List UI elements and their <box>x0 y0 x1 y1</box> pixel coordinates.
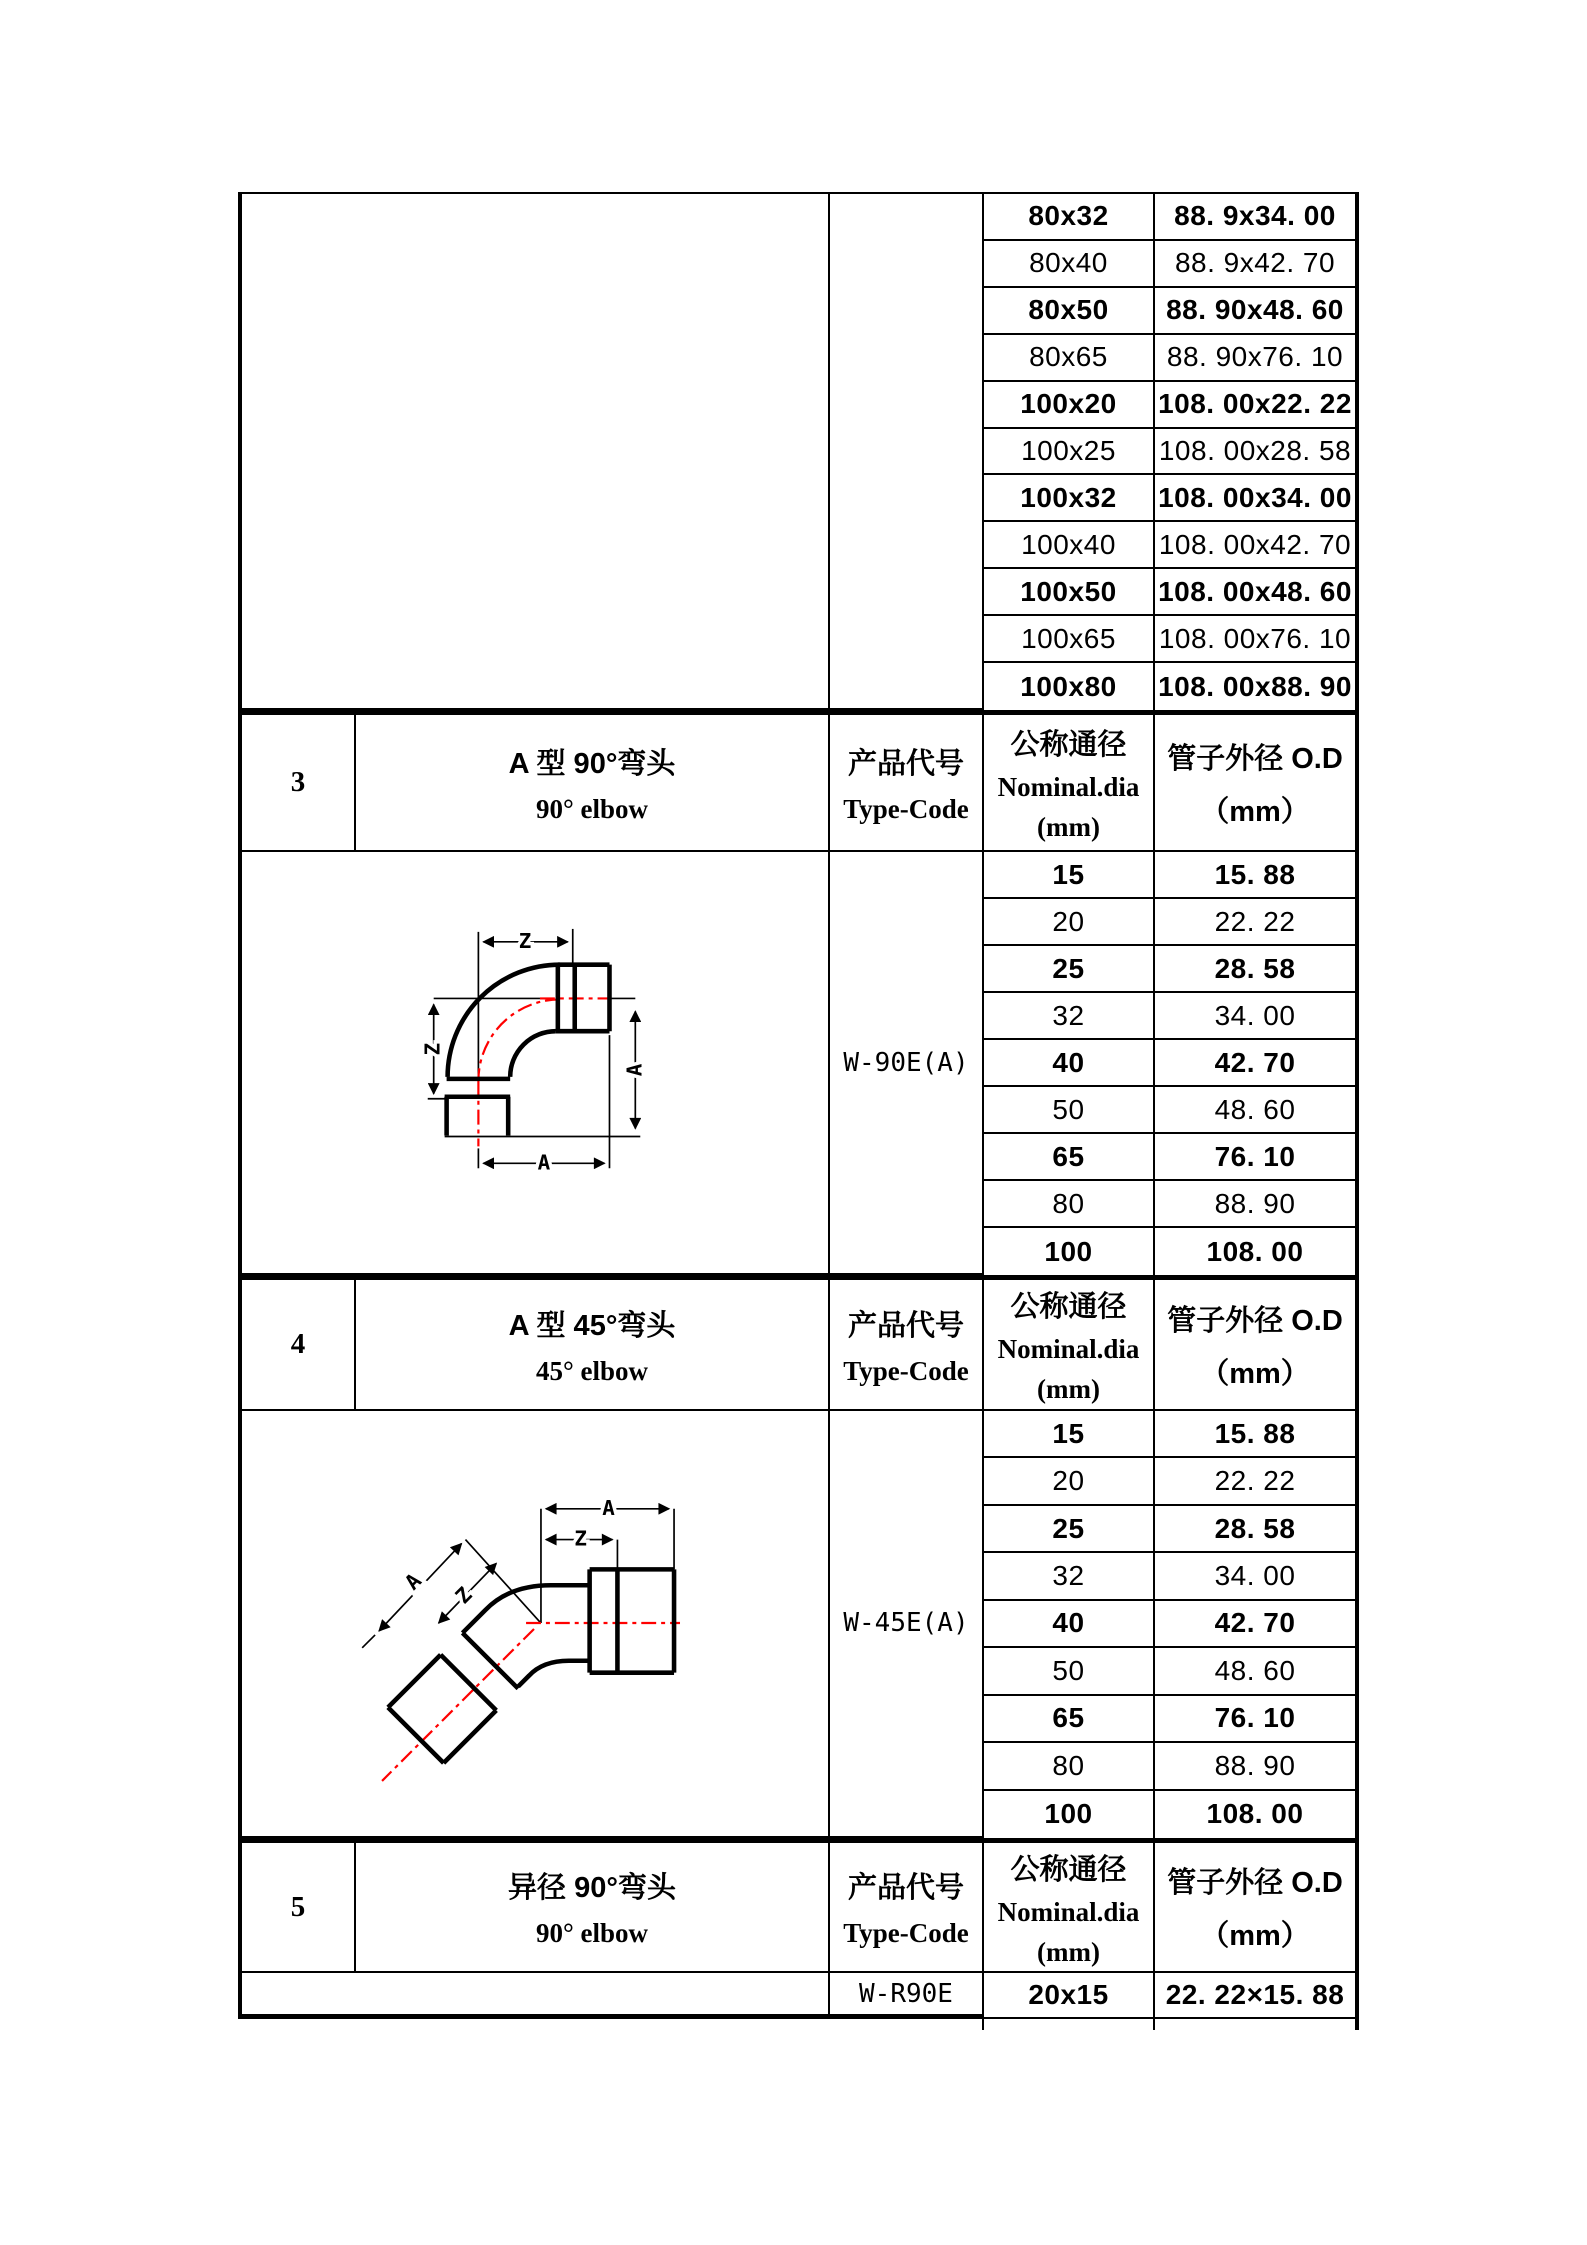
nominal-cell: 40 <box>984 1601 1155 1648</box>
od-cell: 88. 9x42. 70 <box>1155 241 1355 288</box>
nominal-cell: 100x20 <box>984 382 1155 429</box>
od-cell: 48. 60 <box>1155 1087 1355 1134</box>
section-title-cell <box>356 1843 830 1971</box>
od-cell: 15. 88 <box>1155 852 1355 899</box>
od-cell: 48. 60 <box>1155 1648 1355 1695</box>
elbow-45-drawing <box>243 1410 827 1837</box>
nominal-cell: 65 <box>984 1696 1155 1743</box>
od-cell: 108. 00x28. 58 <box>1155 429 1355 476</box>
section4-header <box>242 1280 1355 1411</box>
nominal-cell: 100x25 <box>984 429 1155 476</box>
type-code-header <box>830 1843 984 1971</box>
type-code-header <box>830 715 984 850</box>
type-code-header <box>830 1280 984 1409</box>
outer-dia-header <box>1155 1280 1355 1409</box>
section-title-cell <box>356 715 830 850</box>
od-cell: 28. 58 <box>1155 1506 1355 1553</box>
od-cell: 42. 70 <box>1155 1040 1355 1087</box>
type-code-value: W-45E(A) <box>830 1411 984 1838</box>
nominal-dia-header <box>984 1280 1155 1409</box>
empty-drawing-cell <box>242 194 830 710</box>
nominal-header-unit: (mm) <box>1037 1936 1100 1967</box>
red-centerline <box>382 1623 680 1781</box>
section-number: 4 <box>242 1280 356 1409</box>
section-title-zh: A 型 45°弯头 <box>508 1309 676 1342</box>
nominal-cell: 32 <box>984 1553 1155 1600</box>
outer-dia-header <box>1155 715 1355 850</box>
section-title-zh: A 型 90°弯头 <box>508 747 676 780</box>
nominal-header-zh: 公称通径 <box>1010 729 1127 761</box>
type-code-value: W-90E(A) <box>830 852 984 1275</box>
nominal-header-en: Nominal.dia <box>997 1334 1140 1364</box>
elbow-45-drawing-cell <box>242 1411 830 1838</box>
od-cell: 88. 90 <box>1155 1743 1355 1790</box>
nominal-dia-header <box>984 715 1155 850</box>
nominal-cell: 100x32 <box>984 475 1155 522</box>
empty-code-cell <box>830 194 984 710</box>
dim-label-a-bottom: A <box>537 1150 551 1175</box>
type-code-header-zh: 产品代号 <box>847 1309 964 1342</box>
nominal-cell: 50 <box>984 1087 1155 1134</box>
fittings-table <box>238 192 1359 2019</box>
elbow-90-drawing-cell <box>242 852 830 1275</box>
od-cell: 28. 58 <box>1155 946 1355 993</box>
type-code-header-en: Type-Code <box>843 1918 969 1948</box>
section-number: 5 <box>242 1843 356 1971</box>
od-cell: 22. 22 <box>1155 1458 1355 1505</box>
section-title-en: 45° elbow <box>535 1355 649 1386</box>
section-title-zh: 异径 90°弯头 <box>508 1872 676 1904</box>
nominal-cell: 100 <box>984 1791 1155 1838</box>
nominal-cell: 40 <box>984 1040 1155 1087</box>
od-cell: 76. 10 <box>1155 1134 1355 1181</box>
nominal-cell: 80x65 <box>984 335 1155 382</box>
od-cell: 88. 90x48. 60 <box>1155 288 1355 335</box>
od-cell: 88. 9x34. 00 <box>1155 194 1355 241</box>
type-code-header-en: Type-Code <box>843 1355 969 1386</box>
od-cell: 76. 10 <box>1155 1696 1355 1743</box>
od-cell: 108. 00x48. 60 <box>1155 569 1355 616</box>
od-header-zh: 管子外径 O.D <box>1167 1867 1343 1899</box>
section-title-cell <box>356 1280 830 1409</box>
section5-data-block <box>242 1973 1355 2019</box>
nominal-cell: 20 <box>984 1458 1155 1505</box>
od-header-zh: 管子外径 O.D <box>1167 1304 1343 1337</box>
nominal-cell: 65 <box>984 1134 1155 1181</box>
nominal-cell: 80 <box>984 1743 1155 1790</box>
od-header-unit: （mm） <box>1200 1357 1310 1390</box>
dim-label-z-diagonal: Z <box>450 1582 477 1609</box>
od-cell: 22. 22 <box>1155 899 1355 946</box>
od-cell: 108. 00x88. 90 <box>1158 670 1352 702</box>
type-code-value: W-R90E <box>830 1973 984 2019</box>
empty-drawing-cell <box>242 1973 830 2019</box>
dim-label-z-left: Z <box>420 1042 445 1056</box>
section3-header <box>242 715 1355 852</box>
od-cell: 108. 00x76. 10 <box>1155 616 1355 663</box>
od-cell: 34. 00 <box>1155 993 1355 1040</box>
dim-label-a-right: A <box>622 1063 647 1077</box>
od-cell: 108. 00x34. 00 <box>1155 475 1355 522</box>
dim-label-a-top: A <box>602 1495 615 1520</box>
od-cell: 88. 90x76. 10 <box>1155 335 1355 382</box>
red-centerline <box>478 998 611 1146</box>
type-code-header-en: Type-Code <box>843 793 969 824</box>
nominal-header-unit: (mm) <box>1037 1374 1100 1404</box>
dim-label-z-top: Z <box>518 928 532 953</box>
section-title-en: 90° elbow <box>535 1918 649 1948</box>
section-number: 3 <box>242 715 356 850</box>
nominal-header-unit: (mm) <box>1037 812 1100 842</box>
pipe-outline <box>388 1569 674 1763</box>
od-cell: 34. 00 <box>1155 1553 1355 1600</box>
od-cell: 22. 22×15. 88 <box>1155 1973 1355 2019</box>
od-cell: 108. 00x22. 22 <box>1155 382 1355 429</box>
nominal-cell: 80x50 <box>984 288 1155 335</box>
od-cell: 108. 00 <box>1206 1235 1304 1267</box>
column-line-stub <box>1355 2017 1359 2030</box>
nominal-cell: 80x40 <box>984 241 1155 288</box>
section3-data-block <box>242 852 1355 1280</box>
type-code-header-zh: 产品代号 <box>847 747 964 780</box>
nominal-header-en: Nominal.dia <box>997 1896 1140 1927</box>
nominal-cell: 100x50 <box>984 569 1155 616</box>
column-line-stub <box>982 2017 984 2030</box>
od-cell: 42. 70 <box>1155 1601 1355 1648</box>
outer-dia-header <box>1155 1843 1355 1971</box>
nominal-cell: 100x40 <box>984 522 1155 569</box>
nominal-cell: 100x65 <box>984 616 1155 663</box>
od-cell: 88. 90 <box>1155 1181 1355 1228</box>
od-cell: 108. 00 <box>1206 1798 1304 1830</box>
nominal-header-zh: 公称通径 <box>1010 1291 1127 1323</box>
nominal-cell: 25 <box>984 946 1155 993</box>
nominal-cell: 15 <box>984 852 1155 899</box>
od-cell: 15. 88 <box>1155 1411 1355 1458</box>
nominal-cell: 100x80 <box>984 663 1155 710</box>
continuation-rows-block <box>242 194 1355 715</box>
nominal-cell: 25 <box>984 1506 1155 1553</box>
nominal-cell: 20 <box>984 899 1155 946</box>
column-line-stub <box>1153 2017 1155 2030</box>
dim-label-z-top: Z <box>574 1526 587 1551</box>
elbow-90-drawing <box>243 851 827 1274</box>
pipe-outline <box>445 965 610 1136</box>
nominal-cell: 15 <box>984 1411 1155 1458</box>
type-code-header-zh: 产品代号 <box>847 1872 964 1904</box>
nominal-cell: 80x32 <box>984 194 1155 241</box>
od-header-unit: （mm） <box>1200 795 1310 828</box>
section4-data-block <box>242 1411 1355 1843</box>
nominal-cell: 50 <box>984 1648 1155 1695</box>
nominal-cell: 32 <box>984 993 1155 1040</box>
nominal-header-zh: 公称通径 <box>1010 1853 1127 1886</box>
nominal-cell: 20x15 <box>984 1973 1155 2019</box>
od-cell: 108. 00x42. 70 <box>1155 522 1355 569</box>
nominal-cell: 100 <box>984 1228 1155 1275</box>
nominal-header-en: Nominal.dia <box>997 772 1140 802</box>
nominal-cell: 80 <box>984 1181 1155 1228</box>
section5-header <box>242 1843 1355 1973</box>
nominal-dia-header <box>984 1843 1155 1971</box>
od-header-zh: 管子外径 O.D <box>1167 742 1343 775</box>
section-title-en: 90° elbow <box>535 793 649 824</box>
dim-label-a-diagonal: A <box>400 1568 427 1595</box>
od-header-unit: （mm） <box>1200 1920 1310 1952</box>
